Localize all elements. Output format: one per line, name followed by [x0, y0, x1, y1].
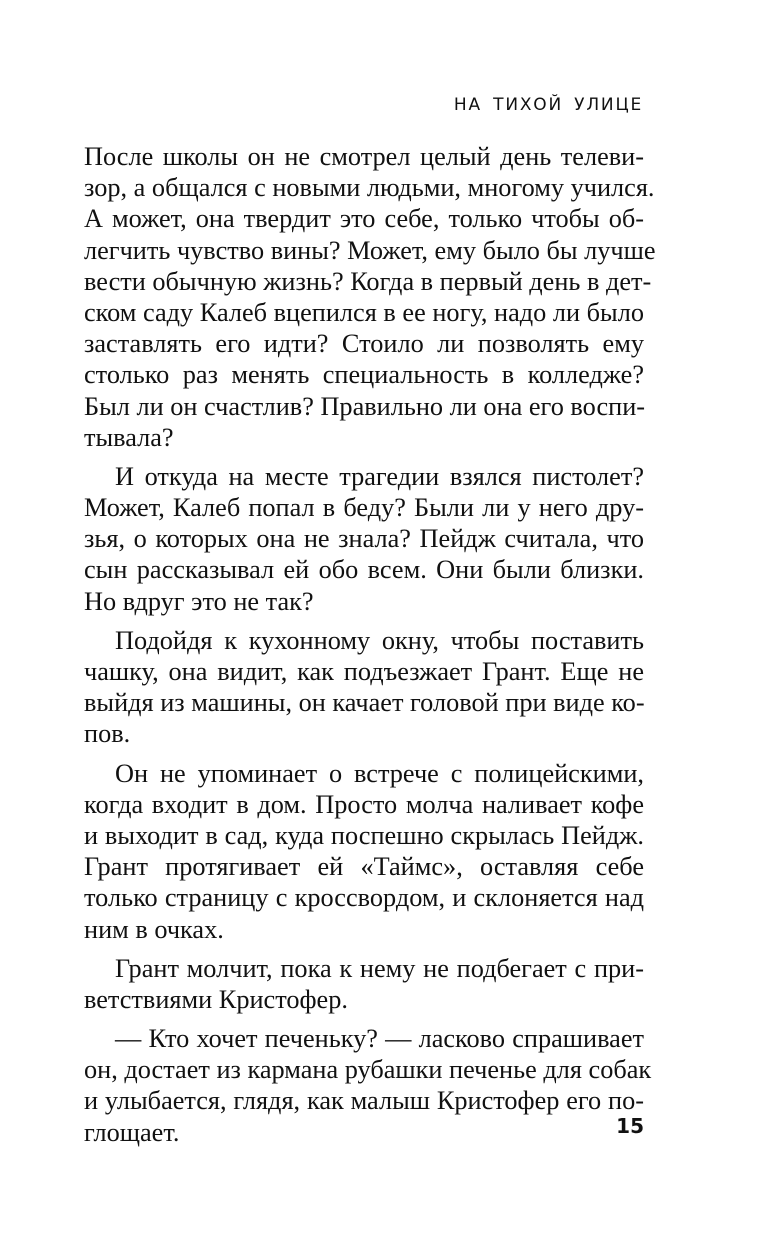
text-line: и улыбается, глядя, как малыш Кристофер его по-	[84, 1086, 644, 1116]
text-line: — Кто хочет печеньку? — ласково спрашивает	[115, 1024, 644, 1054]
text-line: Он не упоминает о встрече с полицейскими,	[115, 758, 644, 788]
text-line: ним в очках.	[84, 914, 224, 944]
body-text	[84, 141, 656, 1148]
text-line: чашку, она видит, как подъезжает Грант. Еще не	[84, 657, 644, 686]
text-line: сын рассказывал ей обо всем. Они были близки.	[84, 555, 644, 585]
text-line: Был ли он счастлив? Правильно ли она его воспи-	[84, 391, 646, 421]
paragraph	[84, 758, 644, 945]
text-line: глощает.	[84, 1117, 180, 1147]
text-line: А может, она твердит это себе, только чтобы об-	[84, 204, 644, 234]
text-line: легчить чувство вины? Может, ему было бы лучше	[84, 235, 656, 265]
running-head: НА ТИХОЙ УЛИЦЕ	[453, 95, 643, 115]
text-line: ском саду Калеб вцепился в ее ногу, надо ли было	[84, 297, 644, 327]
text-line: столько раз менять специальность в колледже?	[84, 360, 644, 390]
text-line: ветствиями Кристофер.	[84, 984, 348, 1014]
text-line: заставлять его идти? Стоило ли позволять ему	[84, 329, 644, 359]
page-number: 15	[616, 1114, 644, 1138]
text-line: зья, о которых она не знала? Пейдж считала, что	[84, 524, 644, 554]
text-line: Подойдя к кухонному окну, чтобы поставить	[115, 625, 644, 655]
text-line: пов.	[84, 719, 131, 749]
text-line: Грант протягивает ей «Таймс», оставляя себе	[84, 852, 644, 882]
paragraph	[84, 953, 644, 1015]
text-line: Может, Калеб попал в беду? Были ли у него дру-	[84, 493, 644, 523]
text-line: когда входит в дом. Просто молча наливает кофе	[84, 789, 644, 819]
text-line: И откуда на месте трагедии взялся пистолет?	[115, 461, 644, 491]
text-line: Грант молчит, пока к нему не подбегает с при-	[115, 953, 644, 983]
text-line: он, достает из кармана рубашки печенье для собак	[84, 1055, 652, 1085]
text-line: тывала?	[84, 422, 174, 452]
text-line: зор, а общался с новыми людьми, многому учился.	[84, 173, 655, 203]
paragraph	[84, 625, 644, 750]
text-line: только страницу с кроссвордом, и склоняется над	[84, 883, 644, 913]
text-line: и выходит в сад, куда поспешно скрылась Пейдж.	[84, 820, 644, 850]
paragraph	[84, 141, 656, 453]
paragraph	[84, 461, 644, 617]
text-line: вести обычную жизнь? Когда в первый день в дет-	[84, 266, 652, 296]
text-line: выйдя из машины, он качает головой при виде ко-	[84, 688, 645, 718]
text-line: Но вдруг это не так?	[84, 586, 314, 616]
paragraph	[84, 1023, 652, 1148]
text-line: После школы он не смотрел целый день телеви-	[84, 142, 644, 171]
